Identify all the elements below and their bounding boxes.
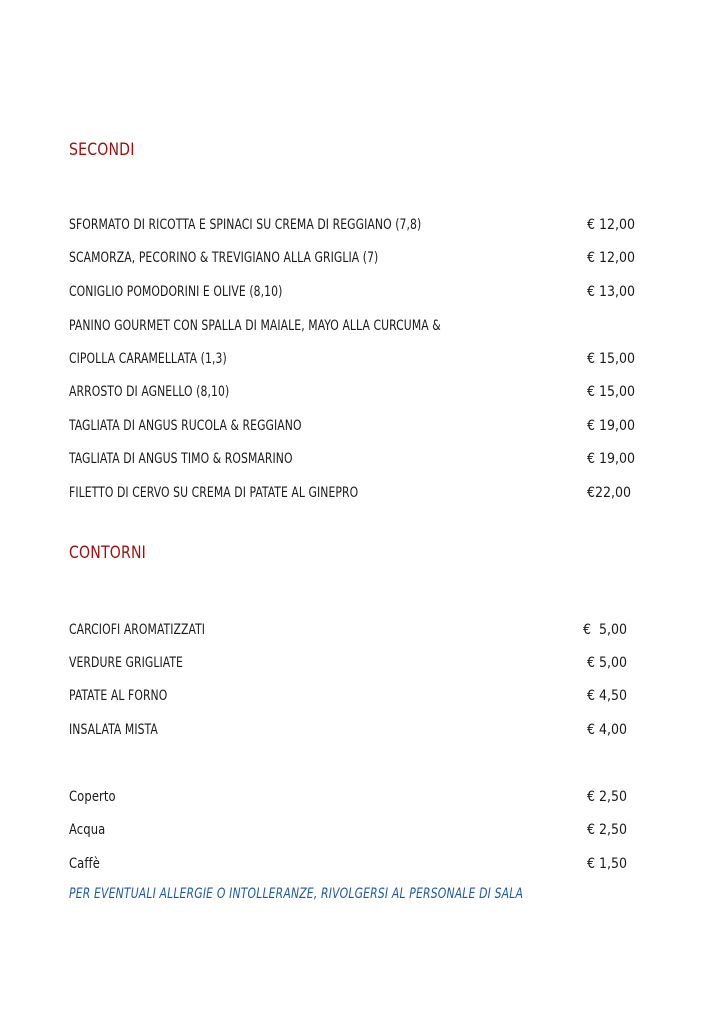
menu-item xyxy=(69,483,724,503)
item-price: € 19,00 xyxy=(587,451,636,467)
menu-item xyxy=(69,720,724,740)
section-title-text: CONTORNI xyxy=(69,543,147,563)
item-price: € 15,00 xyxy=(587,351,636,367)
item-name: CONIGLIO POMODORINI E OLIVE (8,10) xyxy=(69,284,283,300)
item-name: PANINO GOURMET CON SPALLA DI MAIALE, MAYO ALLA CURCUMA & xyxy=(69,318,441,334)
item-price: € 2,50 xyxy=(587,822,628,838)
section-title-secondi xyxy=(69,140,140,160)
menu-item xyxy=(69,416,724,436)
item-name: INSALATA MISTA xyxy=(69,722,158,738)
item-price: € 19,00 xyxy=(587,418,636,434)
item-price: €22,00 xyxy=(587,485,632,501)
item-price: € 5,00 xyxy=(587,655,628,671)
menu-item xyxy=(69,349,724,369)
menu-item xyxy=(69,686,724,706)
allergy-note xyxy=(69,886,597,902)
menu-item xyxy=(69,620,724,640)
item-price: € 1,50 xyxy=(587,856,628,872)
item-price: € 12,00 xyxy=(587,250,636,266)
item-price: € 15,00 xyxy=(587,384,636,400)
item-name: SCAMORZA, PECORINO & TREVIGIANO ALLA GRIGLIA (7) xyxy=(69,250,379,266)
section-title-contorni xyxy=(69,543,153,563)
item-name: Coperto xyxy=(69,789,116,805)
item-name: TAGLIATA DI ANGUS TIMO & ROSMARINO xyxy=(69,451,293,467)
item-name: CARCIOFI AROMATIZZATI xyxy=(69,622,206,638)
extra-item xyxy=(69,854,724,874)
item-price: € 2,50 xyxy=(587,789,628,805)
allergy-note-text: PER EVENTUALI ALLERGIE O INTOLLERANZE, RIVOLGERSI AL PERSONALE DI SALA xyxy=(69,886,524,902)
item-price: € 12,00 xyxy=(587,217,636,233)
item-price: € 4,00 xyxy=(587,722,628,738)
item-name: Acqua xyxy=(69,822,106,838)
item-name: Caffè xyxy=(69,856,100,872)
item-name: VERDURE GRIGLIATE xyxy=(69,655,183,671)
menu-item xyxy=(69,282,724,302)
extra-item xyxy=(69,820,724,840)
item-name: PATATE AL FORNO xyxy=(69,688,168,704)
menu-item xyxy=(69,248,724,268)
item-price: € 13,00 xyxy=(587,284,636,300)
menu-item xyxy=(69,215,724,235)
item-name: SFORMATO DI RICOTTA E SPINACI SU CREMA DI REGGIANO (7,8) xyxy=(69,217,422,233)
menu-item xyxy=(69,653,724,673)
item-name: CIPOLLA CARAMELLATA (1,3) xyxy=(69,351,227,367)
item-price: € 5,00 xyxy=(583,622,628,638)
extra-item xyxy=(69,787,724,807)
menu-item xyxy=(69,316,724,336)
item-name: ARROSTO DI AGNELLO (8,10) xyxy=(69,384,230,400)
menu-item xyxy=(69,449,724,469)
item-name: FILETTO DI CERVO SU CREMA DI PATATE AL GINEPRO xyxy=(69,485,359,501)
item-price: € 4,50 xyxy=(587,688,628,704)
menu-item xyxy=(69,382,724,402)
item-name: TAGLIATA DI ANGUS RUCOLA & REGGIANO xyxy=(69,418,302,434)
section-title-text: SECONDI xyxy=(69,140,135,160)
